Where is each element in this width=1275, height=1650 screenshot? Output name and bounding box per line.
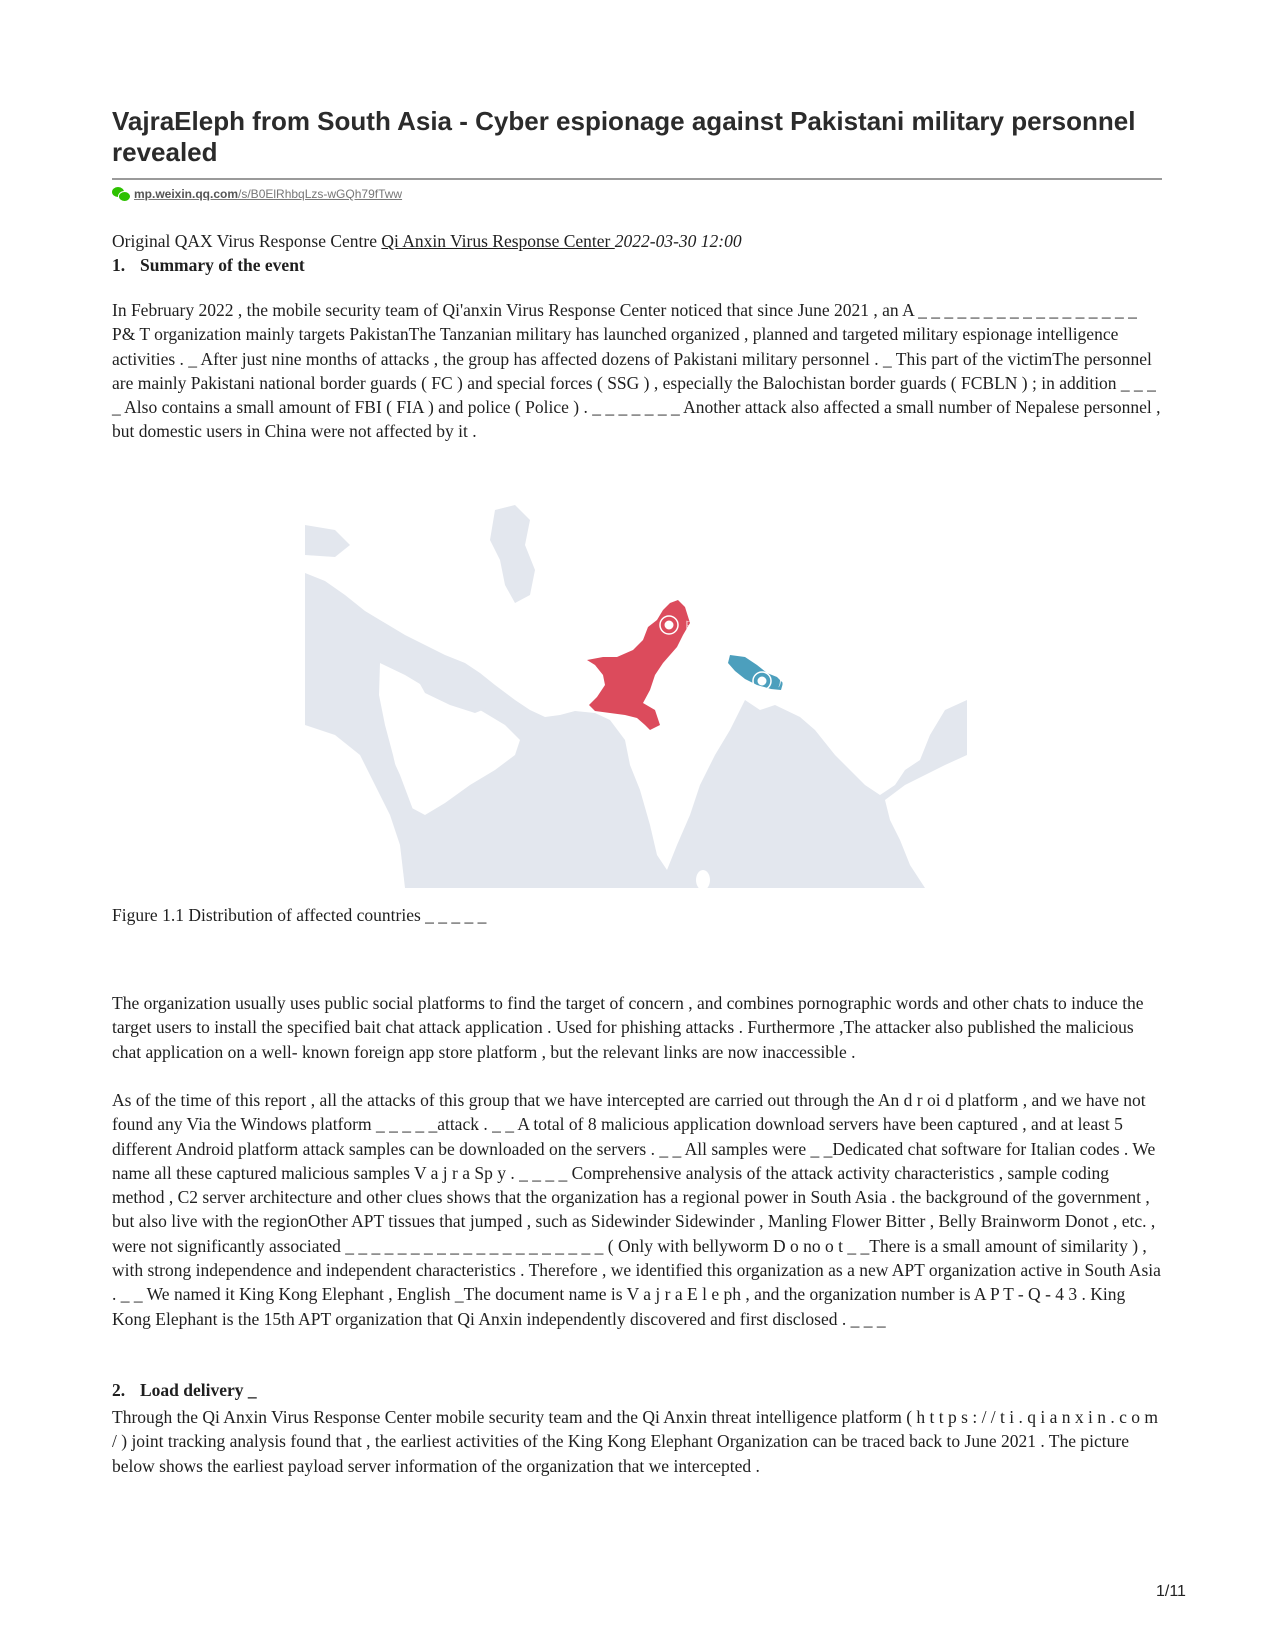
wechat-icon xyxy=(112,187,129,201)
source-link[interactable] xyxy=(134,187,402,201)
pakistan-label: 巴基斯坦 xyxy=(685,619,734,633)
source-host: mp.weixin.qq.com xyxy=(134,187,239,201)
article-meta xyxy=(112,231,742,252)
body-paragraph-2: As of the time of this report , all the attacks of this group that we have intercepted are carried out through the An d r oi d platform , and we have not found any Via the Windows platform _ _ _ _ _attack . _ _ A total of 8 malicious application download servers have been captured , and at least 5 different Android platform attack samples can be downloaded on the servers . _ _ All samples were _ _Dedicated chat software for Italian codes . We name all these captured malicious samples V a j r a Sp y . _ _ _ _ Comprehensive analysis of the attack activity characteristics , sample coding method , C2 server architecture and other clues shows that the organization has a regional power in South Asia . the background of the government , but also live with the regionOther APT tissues that jumped , such as Sidewinder Sidewinder , Manling Flower Bitter , Belly Brainworm Donot , etc. , were not significantly associated _ _ _ _ _ _ _ _ _ _ _ _ _ _ _ _ _ _ _ _ ( Only with bellyworm D o no o t _ _There is a small amount of similarity ) , with strong independence and independent characteristics . Therefore , we identified this organization as a new APT organization active in South Asia . _ _ We named it King Kong Elephant , English _The document name is V a j r a E l e ph , and the organization number is A P T - Q - 4 3 . King Kong Elephant is the 15th APT organization that Qi Anxin independently discovered and first disclosed . _ _ _ xyxy=(112,1090,1161,1329)
load-delivery-paragraph: Through the Qi Anxin Virus Response Center mobile security team and the Qi Anxin threat intelligence platform ( h t t p s : / / t i . q i a n x i n . c o m / ) joint tracking analysis found that , the earliest activities of the King Kong Elephant Organization can be traced back to June 2021 . The picture below shows the earliest payload server information of the organization that we intercepted . xyxy=(112,1407,1159,1476)
nepal-label: 尼泊尔 xyxy=(778,675,815,689)
section-number: 1. xyxy=(112,255,126,275)
section-title: Summary of the event xyxy=(140,255,305,275)
meta-account-link[interactable]: Qi Anxin Virus Response Center xyxy=(381,231,615,251)
title-divider xyxy=(112,178,1162,180)
section-number: 2. xyxy=(112,1380,126,1400)
source-path: /s/B0ElRhbqLzs-wGQh79fTww xyxy=(238,187,403,201)
section-heading-summary xyxy=(112,255,305,276)
affected-countries-map xyxy=(305,485,967,888)
page-title: VajraEleph from South Asia - Cyber espionage against Pakistani military personnel revealed xyxy=(112,106,1136,167)
meta-origin: Original QAX Virus Response Centre xyxy=(112,231,382,251)
body-paragraph-1: The organization usually uses public social platforms to find the target of concern , and combines pornographic words and other chats to induce the target users to install the specified bait chat attack application . Used for phishing attacks . Furthermore ,The attacker also published the malicious chat application on a well- known foreign app store platform , but the relevant links are now inaccessible . xyxy=(112,993,1144,1062)
section-heading-load-delivery xyxy=(112,1380,257,1401)
map-graphic xyxy=(305,485,967,888)
summary-paragraph: In February 2022 , the mobile security team of Qi'anxin Virus Response Center noticed that since June 2021 , an A _ _ _ _ _ _ _ _ _ _ _ _ _ _ _ _ _ P& T organization mainly targets PakistanThe Tanzanian military has launched organized , planned and targeted military espionage intelligence activities . _ After just nine months of attacks , the group has affected dozens of Pakistani military personnel . _ This part of the victimThe personnel are mainly Pakistani national border guards ( FC ) and special forces ( SSG ) , especially the Balochistan border guards ( FCBLN ) ; in addition _ _ _ _ Also contains a small amount of FBI ( FIA ) and police ( Police ) . _ _ _ _ _ _ _ Another attack also affected a small number of Nepalese personnel , but domestic users in China were not affected by it . xyxy=(112,300,1161,442)
section-title: Load delivery _ xyxy=(140,1380,257,1400)
source-link-row xyxy=(112,187,402,201)
page-number: 1/11 xyxy=(1156,1583,1186,1600)
figure-caption: Figure 1.1 Distribution of affected countries _ _ _ _ _ xyxy=(112,905,487,925)
meta-datetime: 2022-03-30 12:00 xyxy=(614,231,742,251)
